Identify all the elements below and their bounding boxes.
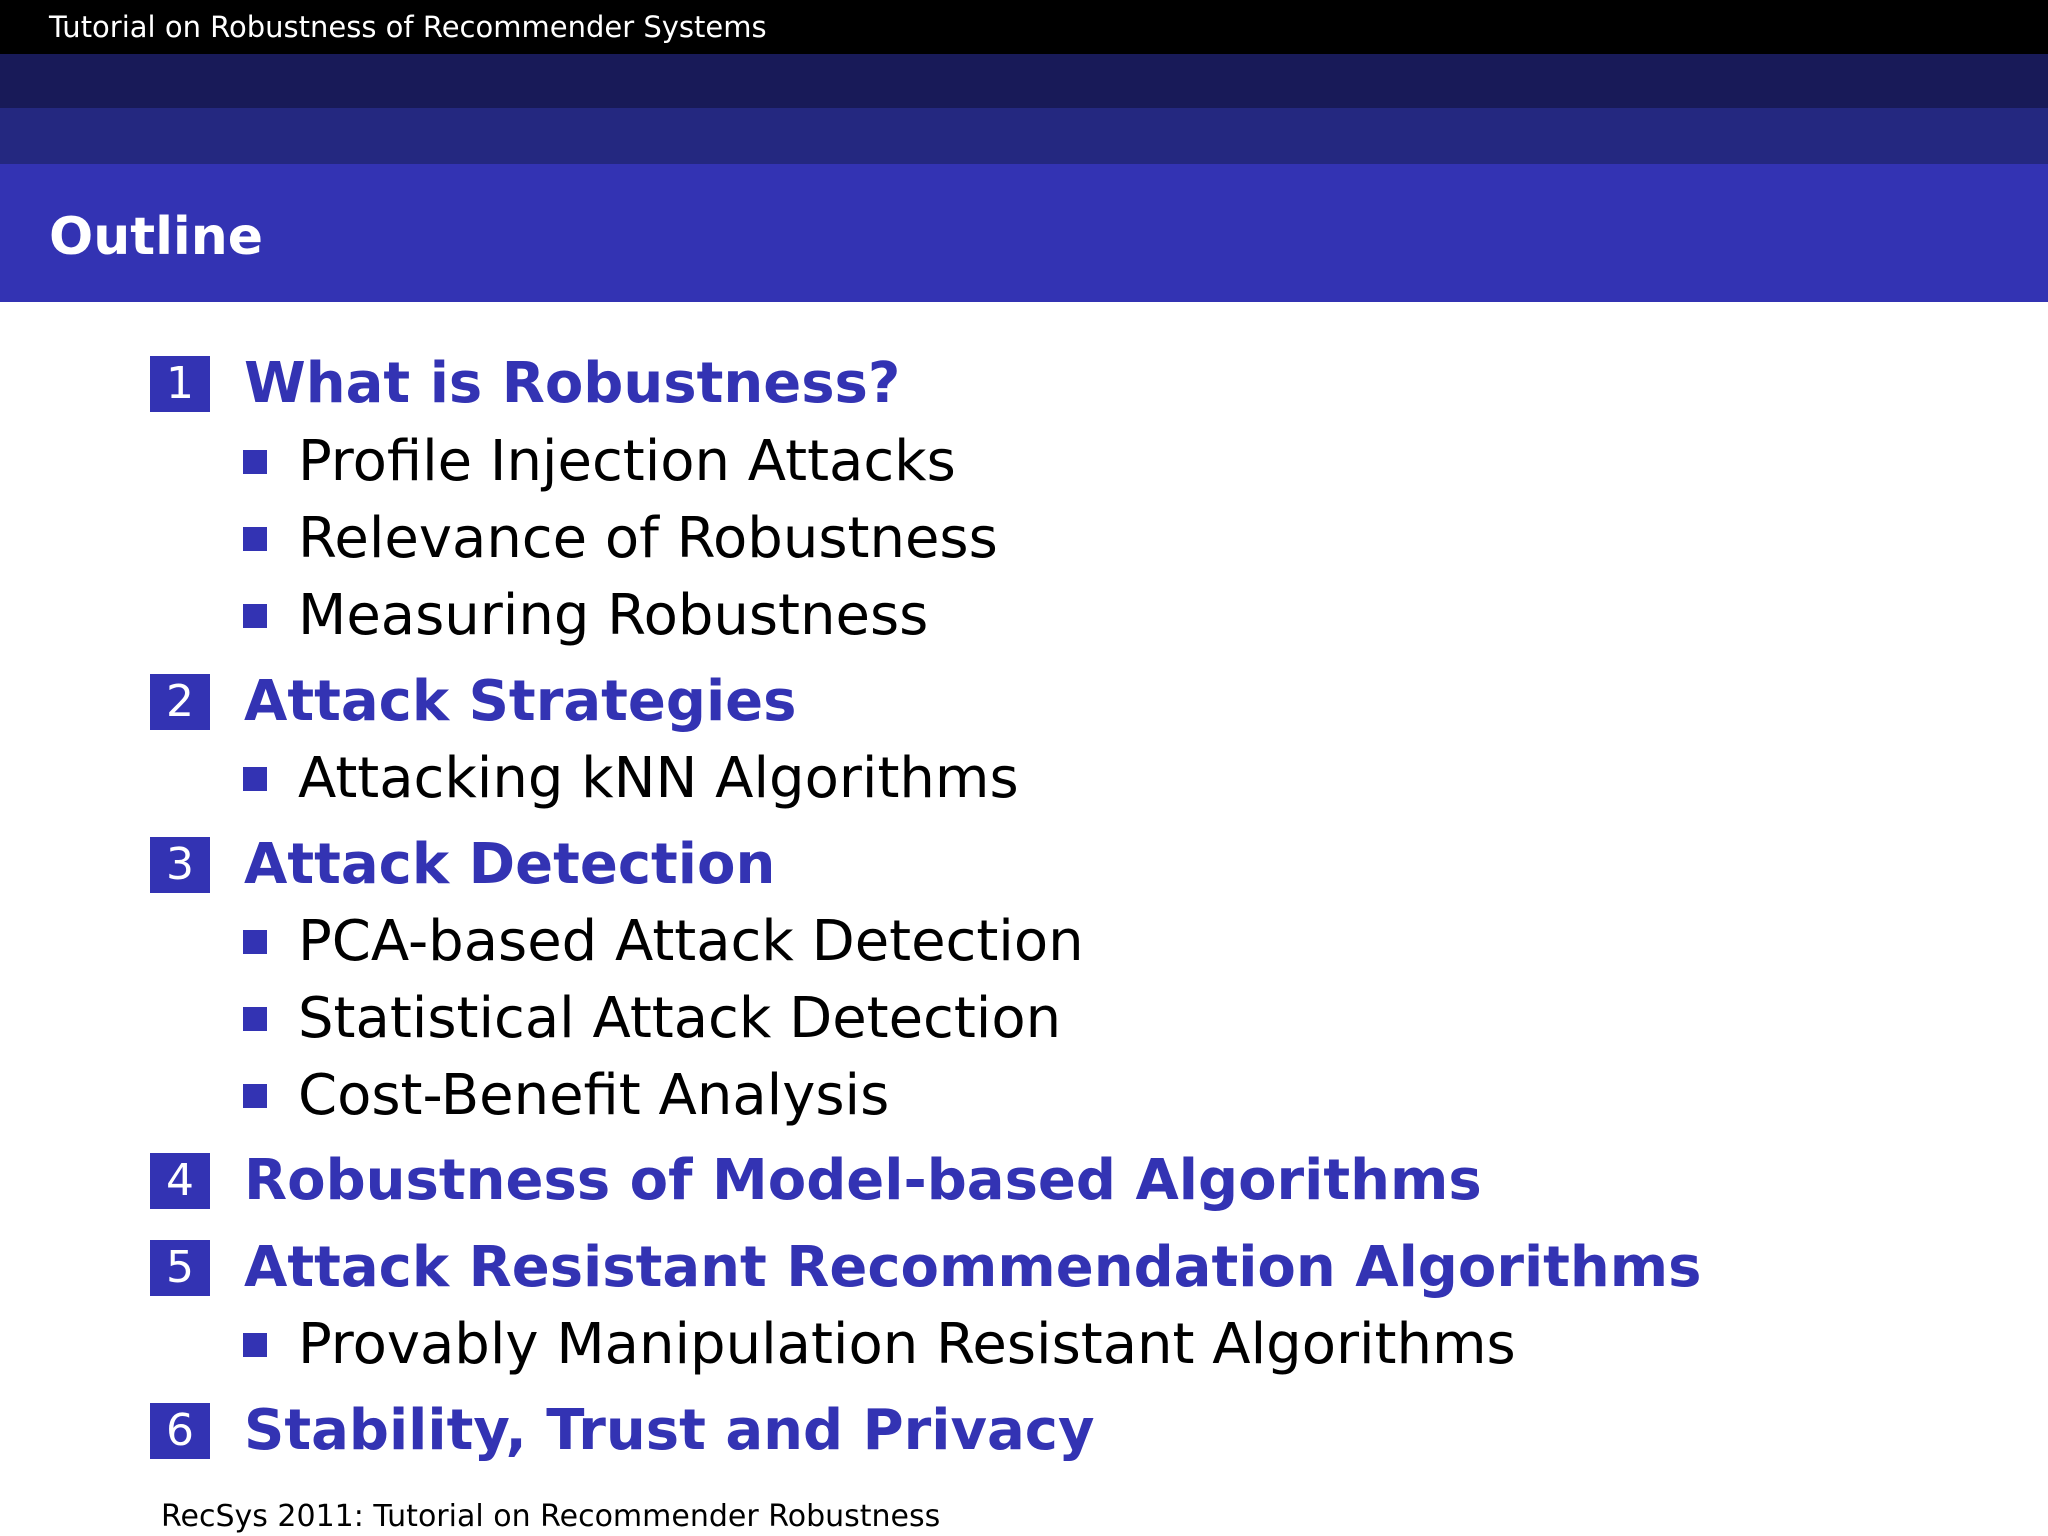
outline-subsection[interactable] [243, 584, 928, 648]
square-bullet-icon [243, 450, 267, 474]
outline-subsection[interactable] [243, 507, 998, 571]
section-number-badge: 5 [150, 1240, 210, 1296]
subsection-label: Profile Injection Attacks [298, 429, 956, 494]
outline-subsection[interactable] [243, 1064, 889, 1128]
subsection-label: Statistical Attack Detection [298, 986, 1062, 1051]
section-label: What is Robustness? [244, 351, 901, 416]
section-number-badge: 4 [150, 1153, 210, 1209]
header-band-mid [0, 108, 2048, 164]
section-label: Attack Resistant Recommendation Algorithms [244, 1235, 1702, 1300]
square-bullet-icon [243, 767, 267, 791]
square-bullet-icon [243, 1007, 267, 1031]
frame-title: Outline [49, 207, 264, 267]
subsection-label: PCA-based Attack Detection [298, 909, 1084, 974]
square-bullet-icon [243, 1084, 267, 1108]
outline-section-1[interactable] [150, 352, 900, 416]
outline-subsection[interactable] [243, 430, 956, 494]
outline-subsection[interactable] [243, 987, 1061, 1051]
section-label: Attack Strategies [244, 669, 797, 734]
subsection-label: Attacking kNN Algorithms [298, 746, 1019, 811]
footer-text: RecSys 2011: Tutorial on Recommender Robustness [161, 1499, 941, 1534]
section-label: Attack Detection [244, 832, 776, 897]
outline-subsection[interactable] [243, 747, 1019, 811]
subsection-label: Cost-Benefit Analysis [298, 1063, 890, 1128]
header-band-dark [0, 54, 2048, 108]
outline-section-5[interactable] [150, 1236, 1701, 1300]
outline-subsection[interactable] [243, 910, 1084, 974]
subsection-label: Provably Manipulation Resistant Algorithms [298, 1312, 1516, 1377]
subsection-label: Relevance of Robustness [298, 506, 998, 571]
subsection-label: Measuring Robustness [298, 583, 929, 648]
square-bullet-icon [243, 930, 267, 954]
section-label: Stability, Trust and Privacy [244, 1398, 1095, 1463]
section-number-badge: 2 [150, 674, 210, 730]
presentation-title: Tutorial on Robustness of Recommender Systems [49, 10, 767, 44]
section-number-badge: 3 [150, 837, 210, 893]
outline-section-4[interactable] [150, 1149, 1482, 1213]
square-bullet-icon [243, 527, 267, 551]
section-number-badge: 6 [150, 1403, 210, 1459]
square-bullet-icon [243, 1333, 267, 1357]
frame-title-bar [0, 164, 2048, 302]
outline-subsection[interactable] [243, 1313, 1516, 1377]
outline-section-3[interactable] [150, 833, 775, 897]
outline-section-2[interactable] [150, 670, 796, 734]
square-bullet-icon [243, 604, 267, 628]
header-bar [0, 0, 2048, 54]
section-number-badge: 1 [150, 356, 210, 412]
section-label: Robustness of Model-based Algorithms [244, 1148, 1482, 1213]
outline-section-6[interactable] [150, 1399, 1094, 1463]
